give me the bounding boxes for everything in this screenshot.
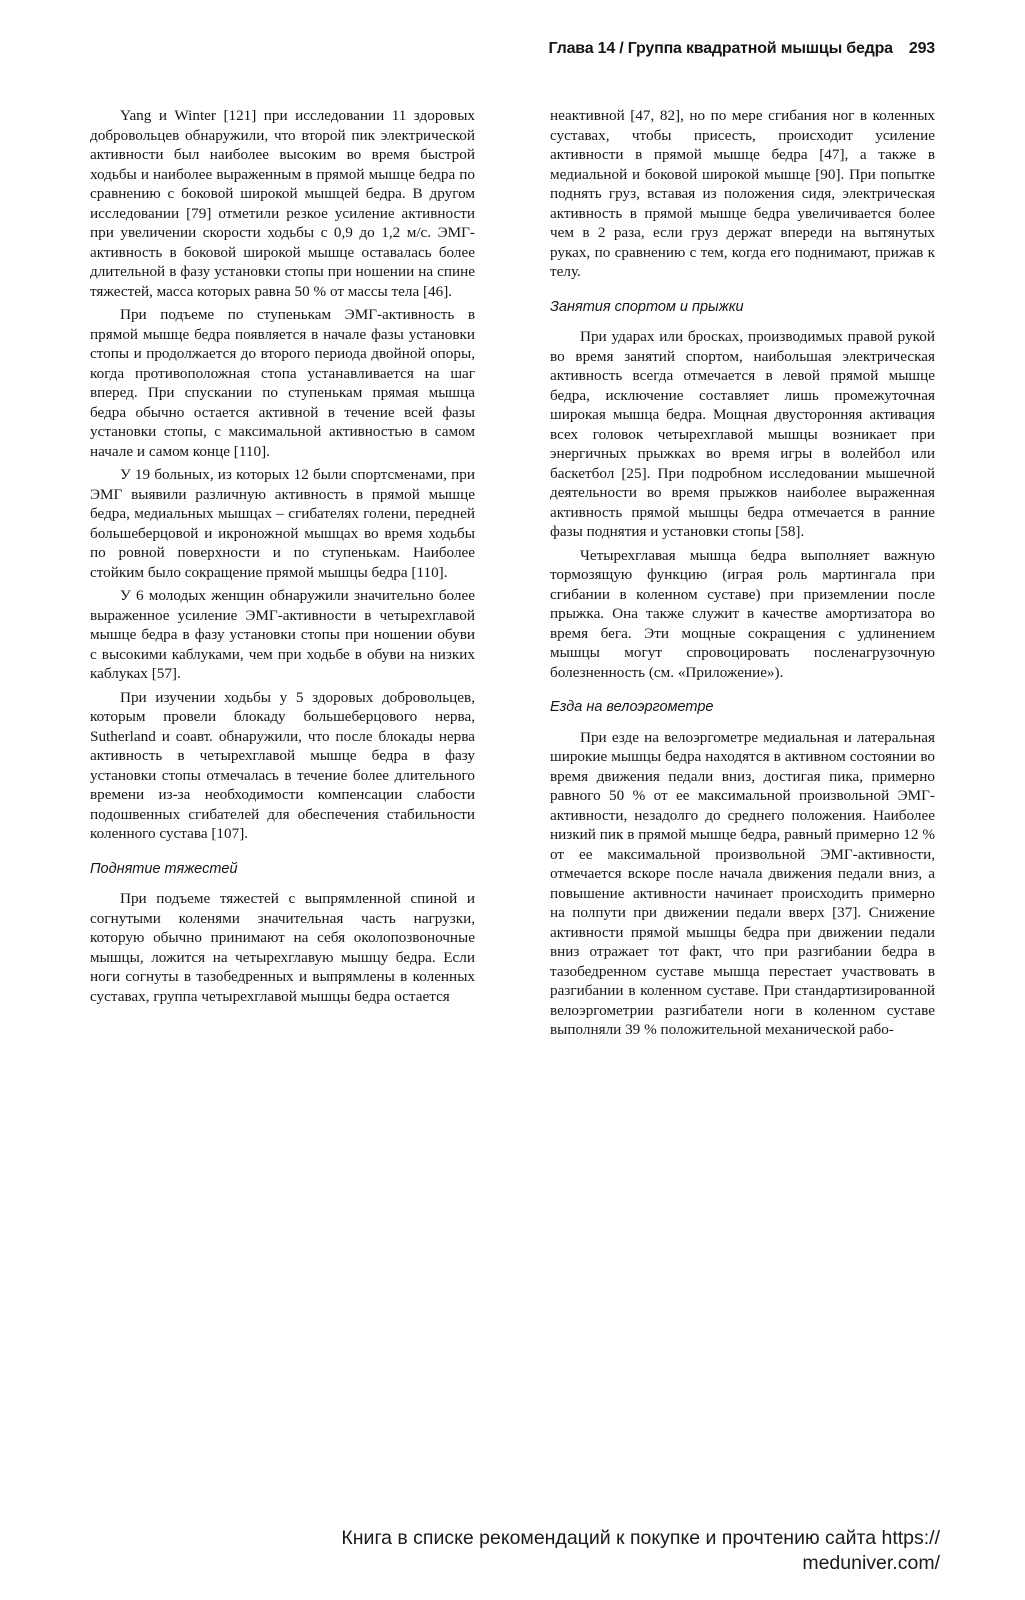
section-heading-lifting: Поднятие тяжестей	[90, 860, 238, 877]
left-column	[90, 106, 475, 1010]
paragraph: Четырехглавая мышца бедра выполняет важную тормозящую функцию (играя роль мартингала при сгибании в коленном суставе) при приземлении после прыжка. Она также служит в качестве амортизатора во время бега. Эти мощные сокращения с удлинением мышцы могут спровоцировать посленагрузочную болезненность (см. «Приложение»).	[550, 546, 935, 681]
footer-line: Книга в списке рекомендаций к покупке и прочтению сайта https://	[341, 1527, 940, 1549]
section-heading-bike: Езда на велоэргометре	[550, 699, 714, 715]
paragraph: При подъеме тяжестей с выпрямленной спиной и согнутыми коленями значительная часть нагрузки, которую обычно принимают на себя околопозвоночные мышцы, ложится на четырехглавую мышцу бедра. Если ноги согнуты в тазобедренных и выпрямлены в коленных суставах, группа четырехглавой мышцы бедра остается	[90, 890, 475, 1005]
paragraph: При подъеме по ступенькам ЭМГ-активность в прямой мышце бедра появляется в начале фазы установки стопы и продолжается до второго периода двойной опоры, когда противоположная стопа устанавливается на шаг вперед. При спускании по ступенькам прямая мышца бедра обычно остается активной в течение всей фазы установки стопы, с максимальной активностью в самом начале и самом конце [110].	[90, 306, 475, 460]
page-header	[90, 40, 935, 58]
footer-link[interactable]: meduniver.com/	[802, 1552, 940, 1574]
paragraph: У 6 молодых женщин обнаружили значительно более выраженное усиление ЭМГ-активности в четырехглавой мышце бедра в фазу установки стопы при ношении обуви с высокими каблуками, чем при ходьбе в обуви на низких каблуках [57].	[90, 587, 475, 682]
paragraph: Yang и Winter [121] при исследовании 11 здоровых добровольцев обнаружили, что второй пик электрической активности был наиболее высоким во время быстрой ходьбы и наиболее выраженным в прямой мышце бедра по сравнению с боковой широкой мышцей бедра. В другом исследовании [79] отметили резкое усиление активности при увеличении скорости ходьбы с 0,9 до 1,2 м/с. ЭМГ-активность в боковой широкой мышце оставалась более длительной в фазу установки стопы при ношении на спине тяжестей, масса которых равна 50 % от массы тела [46].	[90, 107, 475, 300]
right-column	[550, 106, 935, 1044]
paragraph: При езде на велоэргометре медиальная и латеральная широкие мышцы бедра находятся в активном состоянии во время движения педали вниз, достигая пика, примерно равного 50 % от ее максимальной произвольной ЭМГ-активности, незадолго до среднего положения. Наиболее низкий пик в прямой мышце бедра, равный примерно 12 % от ее максимальной произвольной ЭМГ-активности, отмечается вскоре после начала движения педали вниз, а повышение активности начинает происходить примерно на полпути при движении педали вверх [37]. Снижение активности прямой мышцы бедра при движении педали вниз отражает тот факт, что при разгибании бедра в тазобедренном суставе мышца перестает участвовать в разгибании в коленном суставе. При стандартизированной велоэргометрии разгибатели ноги в коленном суставе выполняли 39 % положительной механической рабо-	[550, 728, 935, 1038]
footer-note	[100, 1526, 940, 1576]
chapter-title: Глава 14 / Группа квадратной мышцы бедра	[548, 40, 893, 57]
paragraph: У 19 больных, из которых 12 были спортсменами, при ЭМГ выявили различную активность в прямой мышце бедра, медиальных мышцах – сгибателях голени, передней большеберцовой и икроножной мышцах во время ходьбы по ровной поверхности и по ступенькам. Наиболее стойким было сокращение прямой мышцы бедра [110].	[90, 466, 475, 581]
section-heading-sport: Занятия спортом и прыжки	[550, 298, 744, 315]
paragraph-continued: неактивной [47, 82], но по мере сгибания ног в коленных суставах, чтобы присесть, происходит усиление активности в прямой мышце бедра [47], а также в медиальной и боковой широкой мышце [90]. При попытке поднять груз, вставая из положения сидя, электрическая активность в прямой мышце бедра увеличивается более чем в 2 раза, если груз держат впереди на вытянутых руках, по сравнению с тем, когда его поднимают, прижав к телу.	[550, 107, 935, 280]
page-number: 293	[908, 40, 935, 57]
paragraph: При изучении ходьбы у 5 здоровых добровольцев, которым провели блокаду большеберцового нерва, Sutherland и соавт. обнаружили, что после блокады нерва активность в четырехглавой мышце бедра в фазу установки стопы отмечалась в течение более длительного времени из-за необходимости компенсации слабости подошвенных сгибателей для обеспечения стабильности коленного сустава [107].	[90, 688, 475, 842]
paragraph: При ударах или бросках, производимых правой рукой во время занятий спортом, наибольшая электрическая активность всегда отмечается в левой прямой мышце бедра, исключение составляет лишь промежуточная широкая мышца бедра. Мощная двусторонняя активация всех головок четырехглавой мышцы возникает при энергичных прыжках во время игры в волейбол или баскетбол [25]. При подробном исследовании мышечной деятельности во время прыжков наиболее выраженная активность прямой мышцы бедра отмечается в ранние фазы поднятия и установки стопы [58].	[550, 328, 935, 540]
